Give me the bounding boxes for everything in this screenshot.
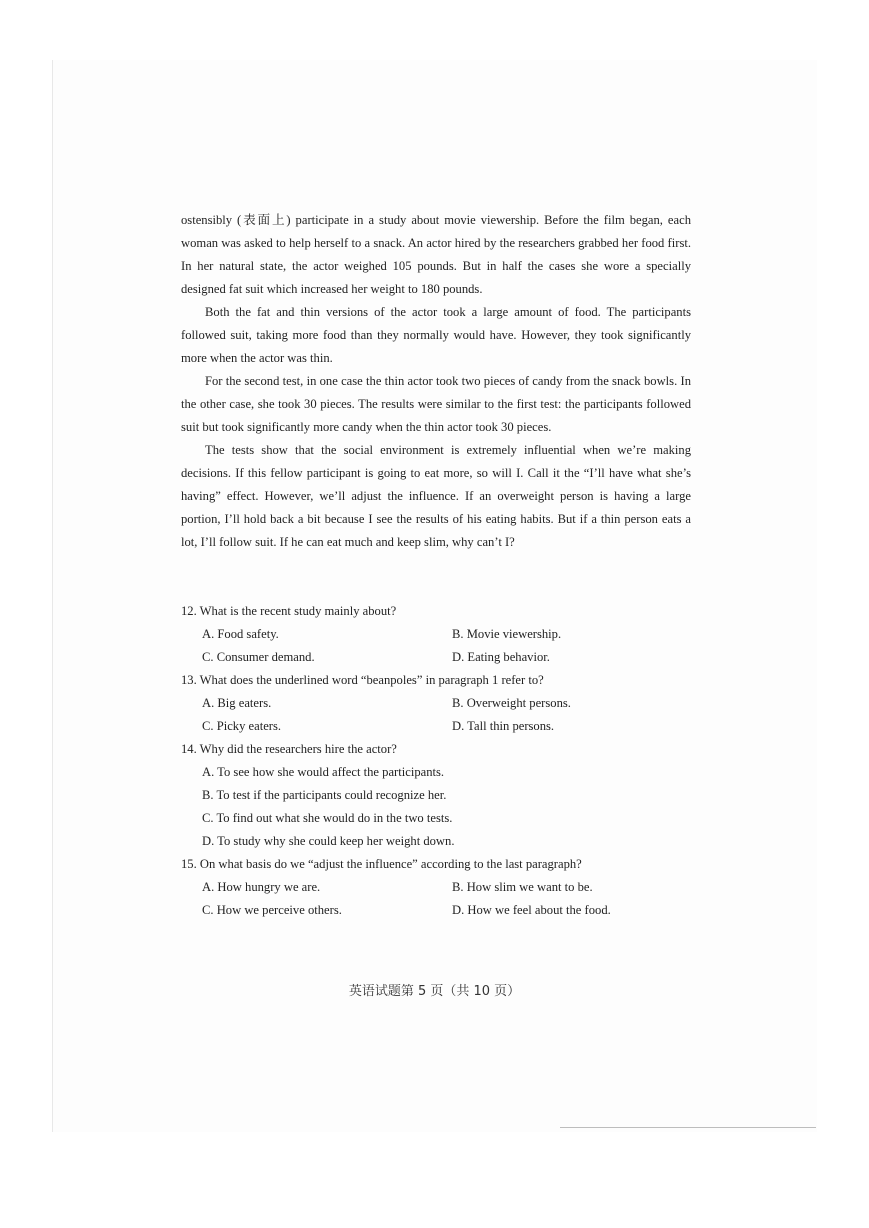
question-13-stem: 13. What does the underlined word “beanpoles” in paragraph 1 refer to? [181,673,544,687]
page-footer: 英语试题第 5 页（共 10 页） [348,984,521,999]
question-15-option-b: B. How slim we want to be. [452,880,593,894]
reading-passage [181,209,691,554]
question-15-stem: 15. On what basis do we “adjust the influence” according to the last paragraph? [181,857,582,871]
question-13-option-a: A. Big eaters. [202,696,272,710]
passage-paragraph-1-continued: ostensibly (表面上) participate in a study about movie viewership. Before the film began, each woman was asked to help herself to a snack. An actor hired by the researchers grabbed her food first. In her natural state, the actor weighed 105 pounds. But in half the cases she wore a specially designed fat suit which increased her weight to 180 pounds. [181,213,691,296]
passage-paragraph-4: The tests show that the social environment is extremely influential when we’re making decisions. If this fellow participant is going to eat more, so will I. Call it the “I’ll have what she’s having” effect. However, we’ll adjust the influence. If an overweight person is having a large portion, I’ll hold back a bit because I see the results of his eating habits. But if a thin person eats a lot, I’ll follow suit. If he can eat much and keep slim, why can’t I? [181,443,691,549]
question-14-option-c: C. To find out what she would do in the two tests. [202,811,453,825]
question-12-options-row-2 [181,646,701,669]
question-15-option-c: C. How we perceive others. [202,903,342,917]
page-edge-line [560,1127,816,1128]
question-list [181,600,701,922]
question-12-option-d: D. Eating behavior. [452,650,550,664]
question-12-option-b: B. Movie viewership. [452,627,562,641]
question-13-option-c: C. Picky eaters. [202,719,282,733]
question-13-option-d: D. Tall thin persons. [452,719,555,733]
question-15-options-row-2 [181,899,701,922]
question-14-option-d: D. To study why she could keep her weight down. [202,834,455,848]
question-14-option-b: B. To test if the participants could recognize her. [202,788,447,802]
question-12-option-a: A. Food safety. [202,627,279,641]
passage-paragraph-2: Both the fat and thin versions of the actor took a large amount of food. The participants followed suit, taking more food than they normally would have. However, they took significantly more when the actor was thin. [181,305,691,365]
question-13-option-b: B. Overweight persons. [452,696,571,710]
question-14-option-a: A. To see how she would affect the participants. [202,765,445,779]
question-14-stem: 14. Why did the researchers hire the actor? [181,742,397,756]
question-15-options-row-1 [181,876,701,899]
question-15-option-a: A. How hungry we are. [202,880,321,894]
question-13-options-row-1 [181,692,701,715]
question-12-option-c: C. Consumer demand. [202,650,315,664]
question-12-options-row-1 [181,623,701,646]
passage-paragraph-3: For the second test, in one case the thin actor took two pieces of candy from the snack bowls. In the other case, she took 30 pieces. The results were similar to the first test: the participants followed suit but took significantly more candy when the thin actor took 30 pieces. [181,374,691,434]
question-15-option-d: D. How we feel about the food. [452,903,611,917]
question-13-options-row-2 [181,715,701,738]
question-12-stem: 12. What is the recent study mainly about? [181,604,397,618]
